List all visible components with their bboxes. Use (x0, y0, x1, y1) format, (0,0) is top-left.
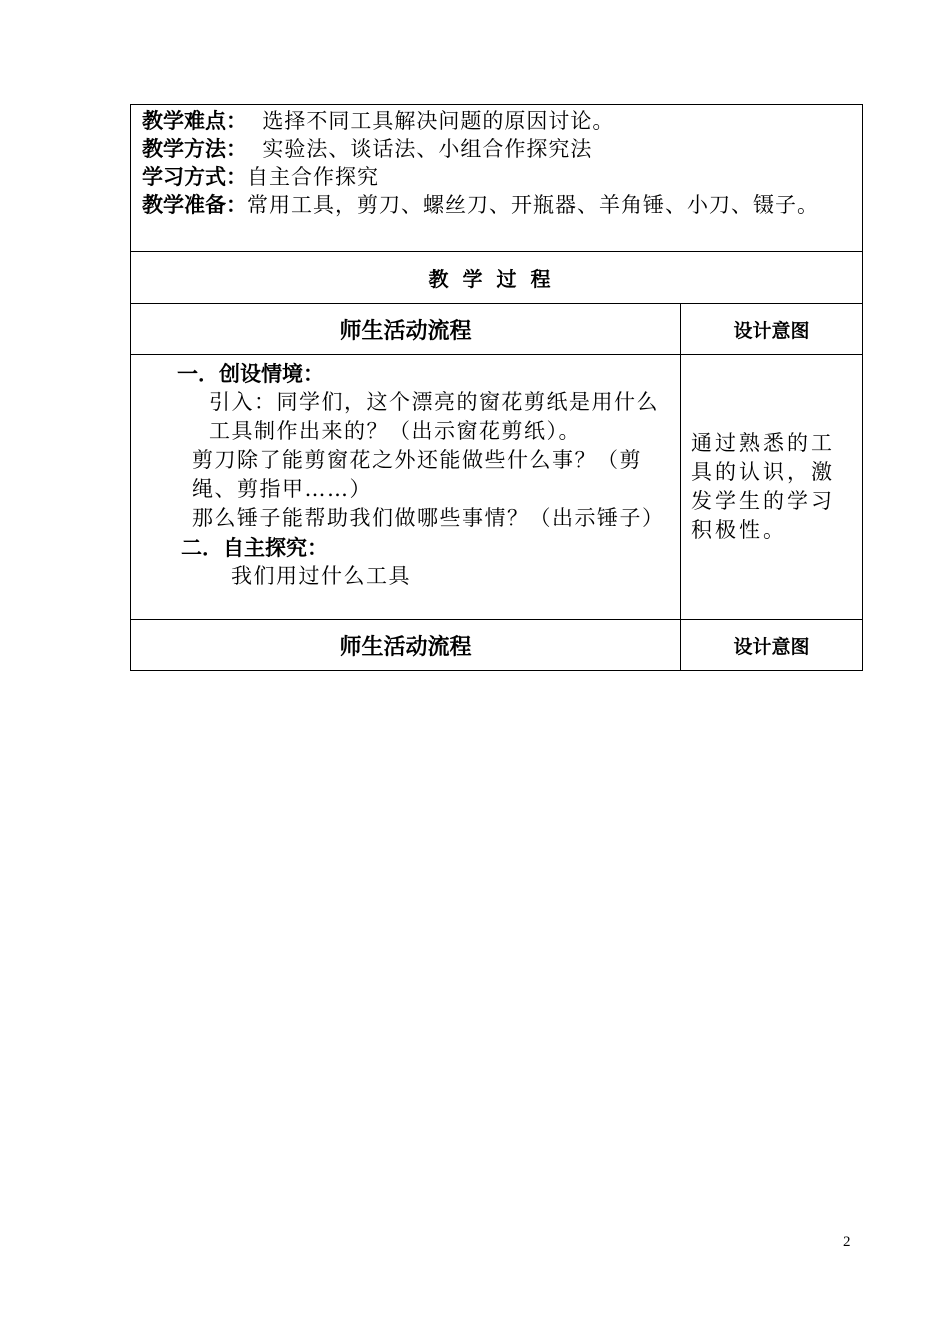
prep-value: 常用工具，剪刀、螺丝刀、开瓶器、羊角锤、小刀、镊子。 (247, 193, 819, 217)
process-title: 教学过程 (131, 252, 863, 304)
intro-paragraph: 引入：同学们，这个漂亮的窗花剪纸是用什么工具制作出来的？（出示窗花剪纸）。 (209, 390, 659, 443)
design-intent-cell (681, 355, 863, 620)
method-label: 教学方法： (142, 136, 247, 161)
activity-flow-header: 师生活动流程 (131, 304, 681, 355)
learning-value: 自主合作探究 (247, 165, 379, 189)
difficulty-label: 教学难点： (142, 108, 247, 133)
learning-label: 学习方式： (142, 164, 247, 189)
design-intent-header-2: 设计意图 (681, 620, 863, 671)
difficulty-row (142, 107, 852, 135)
method-row (142, 135, 852, 163)
design-intent-text: 通过熟悉的工具的认识，激发学生的学习积极性。 (691, 431, 835, 542)
design-intent-header: 设计意图 (681, 304, 863, 355)
lesson-meta-cell (131, 105, 863, 252)
hammer-paragraph: 那么锤子能帮助我们做哪些事情？（出示锤子） (192, 506, 665, 530)
prep-label: 教学准备： (142, 192, 247, 217)
tools-used-line: 我们用过什么工具 (231, 564, 411, 588)
page-number: 2 (843, 1234, 851, 1250)
section-create-scenario: 一．创设情境： (177, 361, 324, 386)
section-self-exploration: 二．自主探究： (181, 535, 328, 560)
difficulty-value: 选择不同工具解决问题的原因讨论。 (247, 109, 615, 133)
learning-row (142, 163, 852, 191)
prep-row (142, 191, 852, 219)
activity-flow-header-2: 师生活动流程 (131, 620, 681, 671)
method-value: 实验法、谈话法、小组合作探究法 (247, 137, 593, 161)
scissors-paragraph: 剪刀除了能剪窗花之外还能做些什么事？（剪绳、剪指甲……） (192, 448, 642, 501)
lesson-plan-table (130, 104, 863, 671)
activity-content-cell (131, 355, 681, 620)
